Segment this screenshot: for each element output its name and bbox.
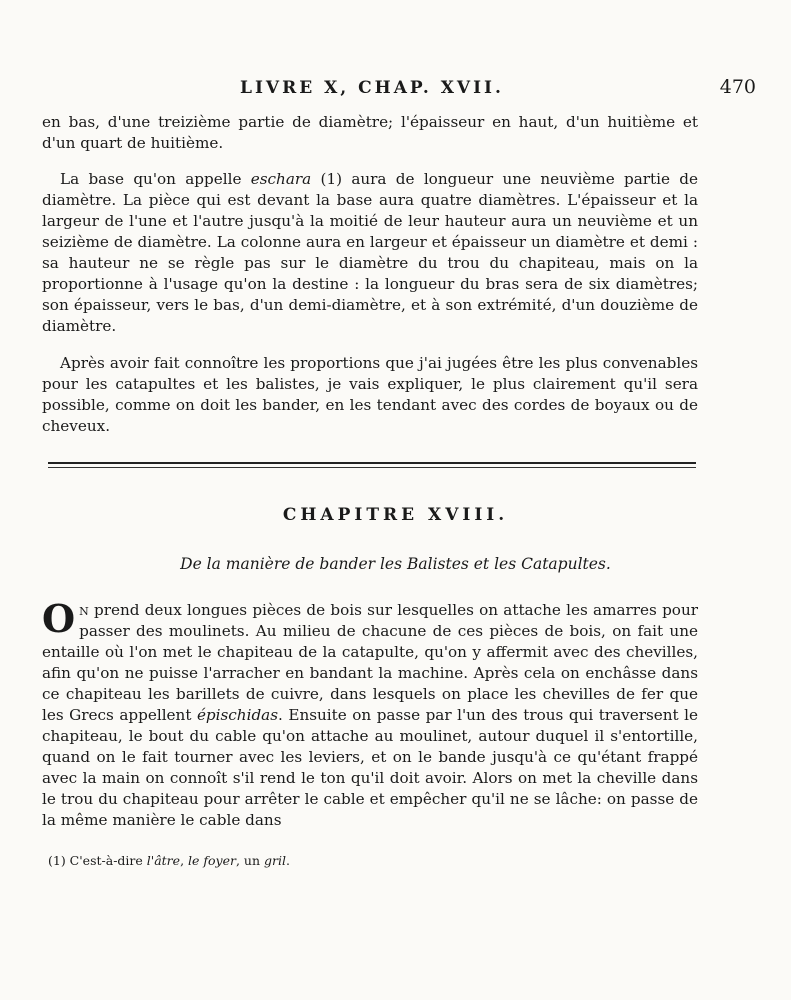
footnote-term-atre: l'âtre (146, 853, 181, 868)
term-epischidas: épischidas (196, 706, 279, 724)
paragraph-2-rest: (1) aura de longueur une neuvième partie de diamètre. La pièce qui est devant la base aura quatre diamètres. L'épaisseur et la largeur de l'une et l'autre jusqu'à la moitié de leur hauteur aura un neuvième et un seizième de diamètre. La colonne aura en largeur et épaisseur un diamètre et demi : sa hauteur ne se règle pas sur le diamètre du trou du chapiteau, mais on la proportionne à l'usage qu'on la destine : la longueur du bras sera de six diamètres; son épaisseur, vers le bas, d'un demi-diamètre, et à son extrémité, d'un douzième de diamètre. (42, 170, 698, 335)
footnote-separator-2: , un (235, 853, 265, 868)
paragraph-4 (42, 596, 698, 831)
chapter-title: CHAPITRE XVIII. (282, 505, 509, 525)
term-eschara: eschara (250, 170, 312, 188)
footnote-term-foyer: le foyer (188, 853, 236, 868)
footnote-separator-1: , (180, 853, 189, 868)
chapter-subtitle: De la manière de bander les Balistes et les Catapultes. (180, 555, 611, 573)
footnote-end: . (286, 853, 290, 868)
paragraph-4-start: prend deux longues pièces de bois sur lesquelles on attache les amarres pour passer des moulinets. Au milieu de chacune de ces pièces de bois, on fait une entaille où l'on met le chapiteau de la catapulte, qu'on y affermit avec des chevilles, afin qu'on ne puisse l'arracher en bandant la machine. Après cela on enchâsse dans ce chapiteau les barillets de cuivre, dans lesquels on place les chevilles de fer que les Grecs appellent (42, 601, 698, 724)
paragraph-2-start: La base qu'on appelle (60, 170, 251, 188)
page-number: 470 (719, 76, 756, 98)
footnote-marker: (1) C'est-à-dire (48, 853, 147, 868)
footnote-term-gril: gril (264, 853, 286, 868)
small-caps-lead: n (79, 601, 89, 619)
section-divider-thin (48, 467, 696, 468)
drop-cap: O (42, 596, 76, 641)
footnote (48, 853, 290, 868)
paragraph-1: en bas, d'une treizième partie de diamètre; l'épaisseur en haut, d'un huitième et d'un quart de huitième. (42, 113, 698, 152)
page-header (40, 74, 756, 104)
paragraph-2 (42, 169, 698, 337)
paragraph-4-rest: . Ensuite on passe par l'un des trous qui traversent le chapiteau, le bout du cable qu'on attache au moulinet, autour duquel il s'entortille, quand on le fait tourner avec les leviers, et on le bande jusqu'à ce qu'étant frappé avec la main on connoît s'il rend le ton qu'il doit avoir. Alors on met la cheville dans le trou du chapiteau pour arrêter le cable et empêcher qu'il ne se lâche: on passe de la même manière le cable dans (42, 706, 698, 829)
paragraph-3: Après avoir fait connoître les proportions que j'ai jugées être les plus convenables pour les catapultes et les balistes, je vais expliquer, le plus clairement qu'il sera possible, comme on doit les bander, en les tendant avec des cordes de boyaux ou de cheveux. (42, 354, 698, 435)
running-head: LIVRE X, CHAP. XVII. (240, 78, 504, 98)
section-divider-thick (48, 462, 696, 464)
